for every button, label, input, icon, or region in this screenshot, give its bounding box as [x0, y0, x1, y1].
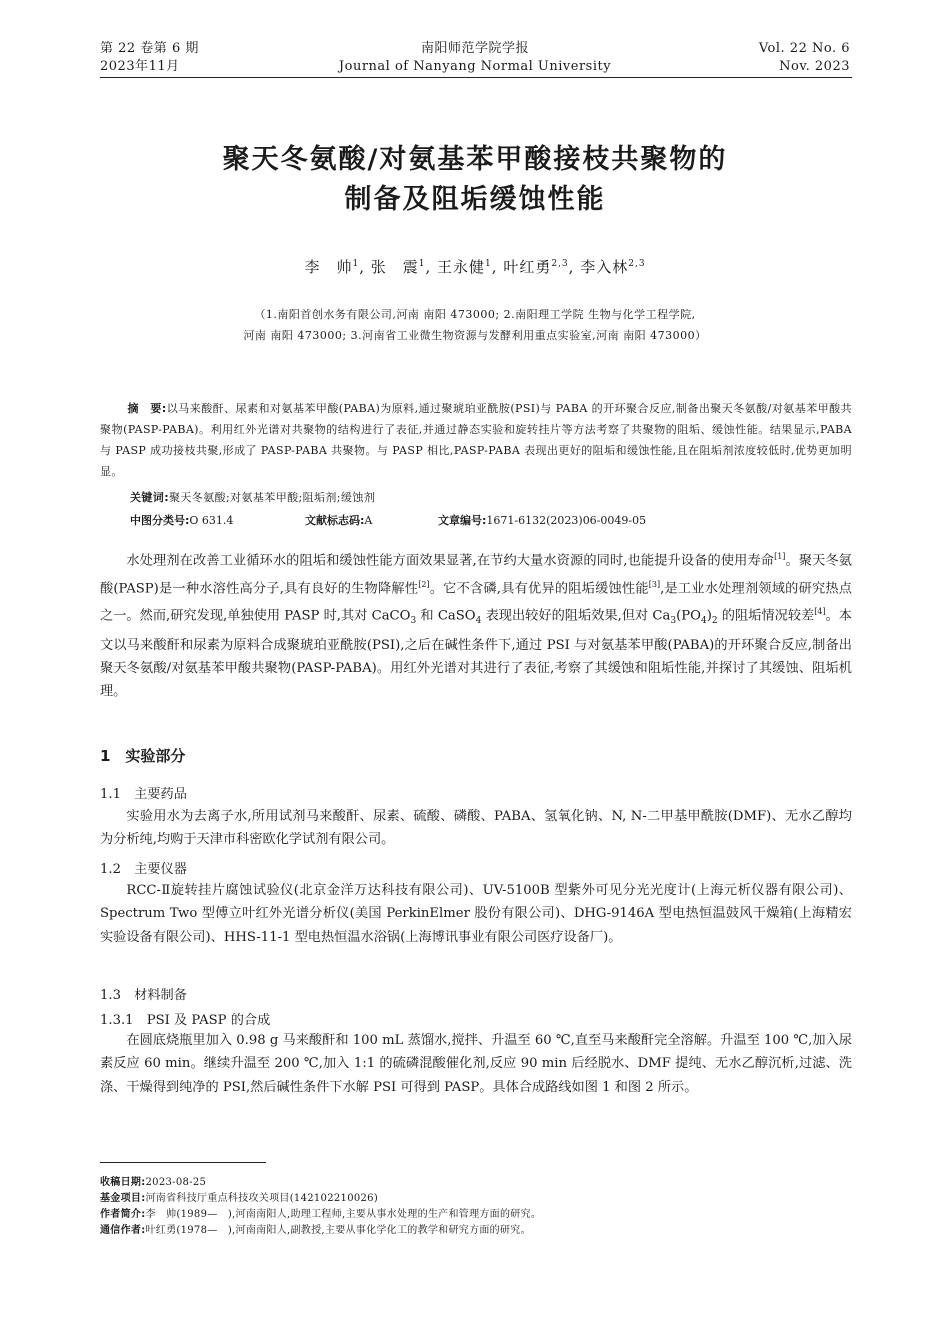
- doc-code-label: 文献标志码:: [305, 514, 365, 527]
- footnote-rule: [100, 1162, 266, 1163]
- document-code: [305, 512, 372, 528]
- author-affil-ref: 1: [418, 259, 426, 269]
- corresponding-author: 通信作者:叶红勇(1978— ),河南南阳人,副教授,主要从事化学化工的教学和研究方面的研究。: [100, 1225, 531, 1236]
- reagents-paragraph: 实验用水为去离子水,所用试剂马来酸酐、尿素、硫酸、磷酸、PABA、氢氧化钠、N, N-二甲基甲酰胺(DMF)、无水乙醇均为分析纯,均购于天津市科密欧化学试剂有限公司。: [100, 809, 852, 848]
- header-right: [759, 40, 850, 76]
- author-affil-ref: 1: [352, 259, 360, 269]
- issue-date-en: Nov. 2023: [779, 59, 850, 74]
- title-line-1: 聚天冬氨酸/对氨基苯甲酸接枝共聚物的: [222, 144, 728, 175]
- citation[interactable]: [3]: [648, 579, 661, 589]
- author-name: 张 震: [370, 258, 419, 276]
- author-affil-ref: 2,3: [628, 259, 646, 269]
- subsection-heading-1-3: 1.3 材料制备: [100, 988, 187, 1003]
- author-affil-ref: 2,3: [551, 259, 569, 269]
- article-title: [0, 140, 950, 220]
- citation[interactable]: [1]: [774, 552, 786, 561]
- affiliation-line-1: （1.南阳首创水务有限公司,河南 南阳 473000; 2.南阳理工学院 生物与化学工程学院,: [254, 308, 696, 321]
- journal-name-en: Journal of Nanyang Normal University: [338, 59, 612, 74]
- issue-date: 2023年11月: [100, 59, 180, 74]
- author-bio: 作者简介:李 帅(1989— ),河南南阳人,助理工程师,主要从事水处理的生产和管理方面的研究。: [100, 1209, 542, 1220]
- affiliations: [0, 304, 950, 346]
- clc-number: [130, 512, 233, 528]
- subsection-heading-1-3-1: 1.3.1 PSI 及 PASP 的合成: [100, 1013, 271, 1028]
- abstract: [100, 398, 852, 482]
- instruments-paragraph: RCC-Ⅱ旋转挂片腐蚀试验仪(北京金洋万达科技有限公司)、UV-5100B 型紫外可见分光光度计(上海元析仪器有限公司)、Spectrum Two 型傅立叶红外光谱分析仪(美国 PerkinElmer 股份有限公司)、DHG-9146A 型电热恒温鼓风干燥箱(上海精宏实验设备有限公司)、HHS-11-1 型电热恒温水浴锅(上海博讯事业有限公司医疗设备厂)。: [100, 883, 852, 945]
- footnotes: [100, 1175, 541, 1239]
- volume-issue: 第 22 卷第 6 期: [100, 41, 199, 56]
- article-number: [438, 512, 646, 528]
- author-name: 叶红勇: [503, 258, 552, 276]
- keywords-label: 关键词:: [130, 491, 169, 504]
- subsection-heading-1-1: 1.1 主要药品: [100, 787, 187, 802]
- affiliation-line-2: 河南 南阳 473000; 3.河南省工业微生物资源与发酵利用重点实验室,河南 南阳 473000）: [243, 329, 707, 342]
- abstract-label: 摘 要:: [127, 402, 167, 415]
- journal-name-cn: 南阳师范学院学报: [420, 41, 529, 56]
- introduction: [100, 545, 852, 704]
- article-no-value: 1671-6132(2023)06-0049-05: [486, 514, 647, 527]
- clc-value: O 631.4: [189, 514, 234, 527]
- header-rule: [100, 77, 852, 78]
- author-name: 李入林: [580, 258, 629, 276]
- received-date: 收稿日期:2023-08-25: [100, 1177, 207, 1188]
- article-no-label: 文章编号:: [438, 514, 487, 527]
- doc-code-value: A: [364, 514, 373, 527]
- author-name: 李 帅: [304, 258, 353, 276]
- keywords: [130, 487, 830, 508]
- keywords-text: 聚天冬氨酸;对氨基苯甲酸;阻垢剂;缓蚀剂: [169, 491, 376, 504]
- clc-label: 中图分类号:: [130, 514, 190, 527]
- author-affil-ref: 1: [485, 259, 492, 269]
- author-name: 王永健: [437, 258, 486, 276]
- title-line-2: 制备及阻垢缓蚀性能: [344, 184, 606, 215]
- fund-info: 基金项目:河南省科技厅重点科技攻关项目(142102210026): [100, 1193, 379, 1204]
- abstract-text: 以马来酸酐、尿素和对氨基苯甲酸(PABA)为原料,通过聚琥珀亚酰胺(PSI)与 PABA 的开环聚合反应,制备出聚天冬氨酸/对氨基苯甲酸共聚物(PASP-PABA)。利用红外光谱对共聚物的结构进行了表征,并通过静态实验和旋转挂片等方法考察了共聚物的阻垢、缓蚀性能。结果显示,PABA 与 PASP 成功接枝共聚,形成了 PASP-PABA 共聚物。与 PASP 相比,PASP-PABA 表现出更好的阻垢和缓蚀性能,且在阻垢剂浓度较低时,优势更加明显。: [100, 402, 853, 478]
- citation[interactable]: [4]: [814, 607, 826, 617]
- section-heading-1: 1 实验部分: [100, 747, 186, 765]
- subsection-heading-1-2: 1.2 主要仪器: [100, 862, 187, 877]
- synthesis-paragraph: 在圆底烧瓶里加入 0.98 g 马来酸酐和 100 mL 蒸馏水,搅拌、升温至 60 ℃,直至马来酸酐完全溶解。升温至 100 ℃,加入尿素反应 60 min。继续升温至 200 ℃,加入 1:1 的硫磷混酸催化剂,反应 90 min 后经脱水、DMF 提纯、无水乙醇沉析,过滤、洗涤、干燥得到纯净的 PSI,然后碱性条件下水解 PSI 可得到 PASP。具体合成路线如图 1 和图 2 所示。: [100, 1033, 852, 1095]
- volume-issue-en: Vol. 22 No. 6: [758, 41, 850, 56]
- author-list: 李 帅$^1$, 张 震$^1$, 王永健$^1$, 叶红勇$^{2,3}$, 李入林$^{2,3}$: [304, 258, 646, 276]
- intro-paragraph: 水处理剂在改善工业循环水的阻垢和缓蚀性能方面效果显著,在节约大量水资源的同时,也能提升设备的使用寿命[1]。聚天冬氨酸(PASP)是一种水溶性高分子,具有良好的生物降解性[2]。它不含磷,具有优异的阻垢缓蚀性能[3],是工业水处理剂领域的研究热点之一。然而,研究发现,单独使用 PASP 时,其对 CaCO$_3$ 和 CaSO$_4$ 表现出较好的阻垢效果,但对 $Ca_3(PO_4)_2$ 的阻垢情况较差[4]。本文以马来酸酐和尿素为原料合成聚琥珀亚酰胺(PSI),之后在碱性条件下,通过 PSI 与对氨基苯甲酸(PABA)的开环聚合反应,制备出聚天冬氨酸/对氨基苯甲酸共聚物(PASP-PABA)。用红外光谱对其进行了表征,考察了其缓蚀和阻垢性能,并探讨了其缓蚀、阻垢机理。: [100, 552, 852, 700]
- citation[interactable]: [2]: [418, 579, 430, 589]
